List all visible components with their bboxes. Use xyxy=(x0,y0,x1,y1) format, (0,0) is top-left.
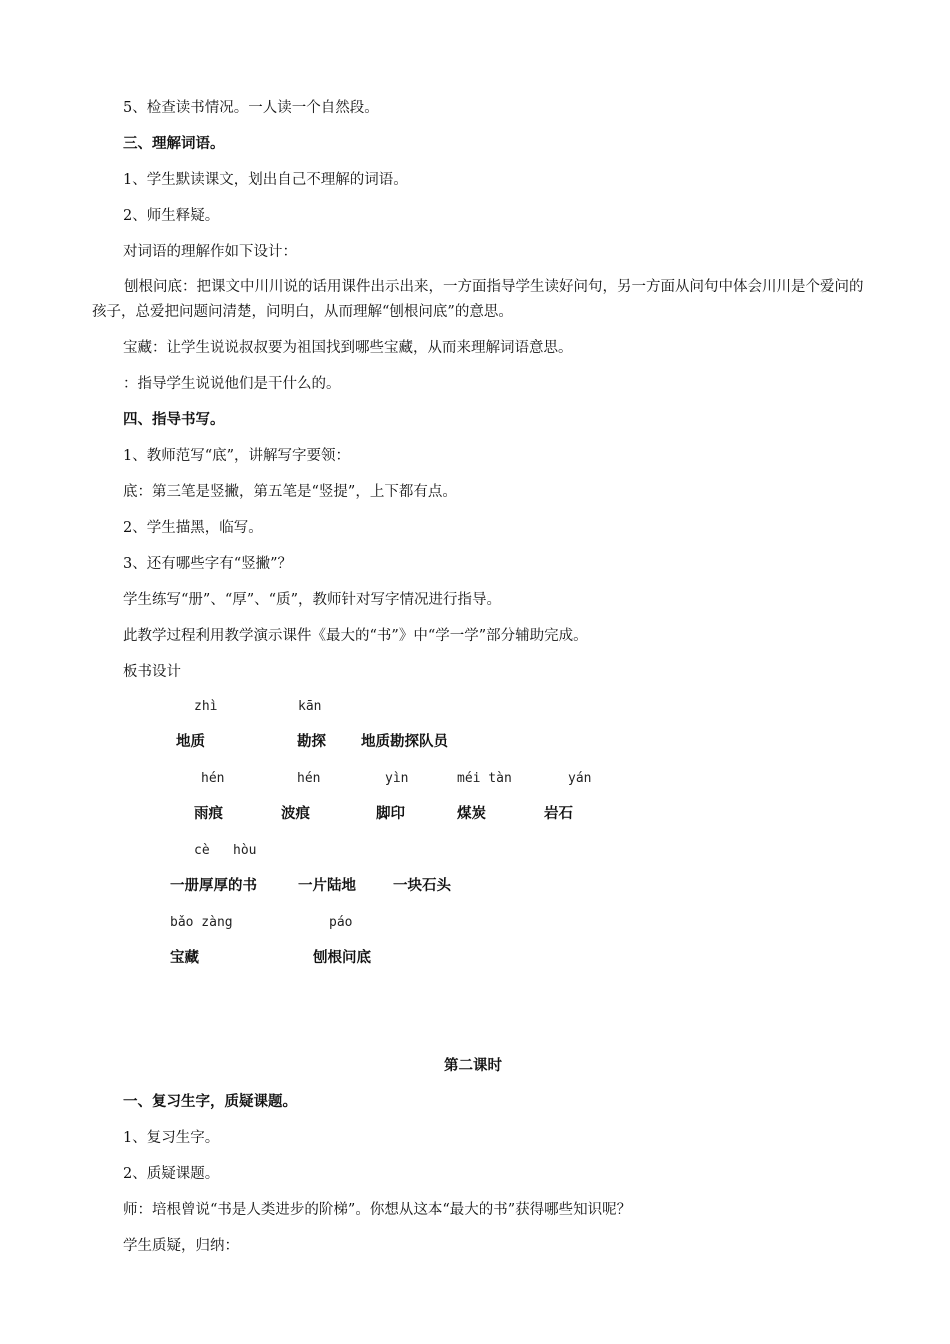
board-word: 一片陆地 xyxy=(298,878,356,894)
paragraph: 刨根问底：把课文中川川说的话用课件出示出来，一方面指导学生读好问句，另一方面从问句中体会川川是个爱问的孩子，总爱把问题问清楚，问明白，从而理解“刨根问底”的意思。 xyxy=(92,279,864,320)
pinyin: kān xyxy=(298,699,322,714)
text-line: 1、复习生字。 xyxy=(123,1130,220,1146)
board-word: 一块石头 xyxy=(393,878,451,894)
board-word: 刨根问底 xyxy=(313,950,371,966)
board-word: 宝藏 xyxy=(170,950,199,966)
board-word: 波痕 xyxy=(281,806,310,822)
text-line: 1、教师范写“底”，讲解写字要领： xyxy=(123,448,351,464)
text-line: 1、学生默读课文，划出自己不理解的词语。 xyxy=(123,172,408,188)
board-word: 地质 xyxy=(176,734,205,750)
pinyin: zhì xyxy=(194,699,218,714)
text-line: ：指导学生说说他们是干什么的。 xyxy=(123,376,341,392)
text-line: 2、学生描黑，临写。 xyxy=(123,520,263,536)
text-line: 板书设计 xyxy=(123,664,181,680)
text-line: 对词语的理解作如下设计： xyxy=(123,244,297,260)
board-word: 煤炭 xyxy=(457,806,486,822)
board-word: 地质勘探队员 xyxy=(361,734,448,750)
section-heading: 一、复习生字，质疑课题。 xyxy=(123,1094,297,1110)
text-line: 2、师生释疑。 xyxy=(123,208,220,224)
text-line: 5、检查读书情况。一人读一个自然段。 xyxy=(123,100,379,116)
pinyin: bǎo zàng xyxy=(170,915,233,930)
pinyin: hòu xyxy=(233,843,257,858)
pinyin: cè xyxy=(194,843,210,858)
pinyin: páo xyxy=(329,915,353,930)
pinyin: hén xyxy=(297,771,321,786)
text-line: 宝藏：让学生说说叔叔要为祖国找到哪些宝藏，从而来理解词语意思。 xyxy=(123,340,573,356)
lesson-title: 第二课时 xyxy=(444,1058,502,1074)
pinyin: hén xyxy=(201,771,225,786)
pinyin: yán xyxy=(568,771,592,786)
pinyin: méi tàn xyxy=(457,771,512,786)
section-heading: 三、理解词语。 xyxy=(123,136,225,152)
board-word: 岩石 xyxy=(544,806,573,822)
text-line: 底：第三笔是竖撇，第五笔是“竖提”，上下都有点。 xyxy=(123,484,457,500)
text-line: 学生质疑，归纳： xyxy=(123,1238,239,1254)
board-word: 脚印 xyxy=(376,806,405,822)
text-line: 2、质疑课题。 xyxy=(123,1166,220,1182)
pinyin: yìn xyxy=(385,771,409,786)
text-line: 3、还有哪些字有“竖撇”？ xyxy=(123,556,293,572)
section-heading: 四、指导书写。 xyxy=(123,412,225,428)
text-line: 学生练写“册”、“厚”、“质”，教师针对写字情况进行指导。 xyxy=(123,592,501,608)
text-line: 此教学过程利用教学演示课件《最大的“书”》中“学一学”部分辅助完成。 xyxy=(123,628,588,644)
board-word: 勘探 xyxy=(297,734,326,750)
board-word: 一册厚厚的书 xyxy=(170,878,257,894)
board-word: 雨痕 xyxy=(194,806,223,822)
text-line: 师：培根曾说“书是人类进步的阶梯”。你想从这本“最大的书”获得哪些知识呢？ xyxy=(123,1202,632,1218)
